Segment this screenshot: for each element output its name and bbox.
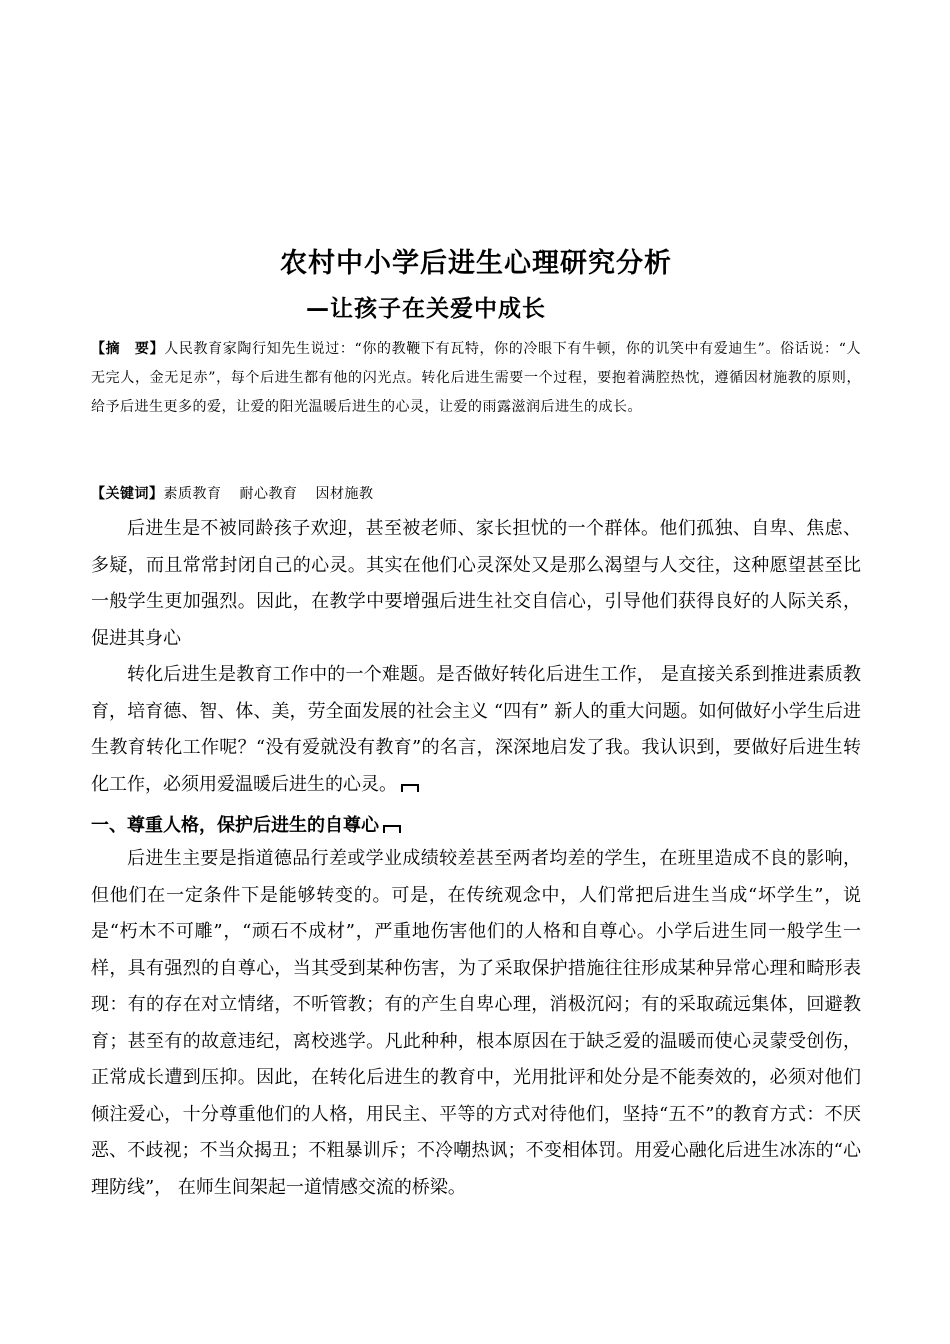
keyword-item: 素质教育 xyxy=(163,486,222,502)
abstract xyxy=(91,335,861,422)
abstract-text: 人民教育家陶行知先生说过：“你的教鞭下有瓦特，你的冷眼下有牛顿，你的讥笑中有爱迪生”。俗话说：“人无完人，金无足赤”，每个后进生都有他的闪光点。转化后进生需要一个过程，要抱着满腔热忱，遵循因材施教的原则，给予后进生更多的爱，让爱的阳光温暖后进生的心灵，让爱的雨露滋润后进生的成长。 xyxy=(91,341,861,415)
body-paragraph-2 xyxy=(91,657,861,803)
section-heading-text: 一、尊重人格，保护后进生的自尊心 xyxy=(91,815,379,836)
paragraph-text: 后进生主要是指道德品行差或学业成绩较差甚至两者均差的学生，在班里造成不良的影响，但他们在一定条件下是能够转变的。可是，在传统观念中，人们常把后进生当成“坏学生”，说是“朽木不可雕”，“顽石不成材”，严重地伤害他们的人格和自尊心。小学后进生同一般学生一样，具有强烈的自尊心，当其受到某种伤害，为了采取保护措施往往形成某种异常心理和畸形表现：有的存在对立情绪，不听管教；有的产生自卑心理，消极沉闷；有的采取疏远集体，回避教育；甚至有的故意违纪，离校逃学。凡此种种，根本原因在于缺乏爱的温暖而使心灵蒙受创伤，正常成长遭到压抑。因此，在转化后进生的教育中，光用批评和处分是不能奏效的，必须对他们倾注爱心，十分尊重他们的人格，用民主、平等的方式对待他们，坚持“五不”的教育方式：不厌恶、不歧视；不当众揭丑；不粗暴训斥；不冷嘲热讽；不变相体罚。用爱心融化后进生冰冻的“心理防线”， 在师生间架起一道情感交流的桥梁。 xyxy=(91,848,861,1198)
body-paragraph-1 xyxy=(91,511,861,657)
section-heading xyxy=(91,808,861,844)
keyword-item: 因材施教 xyxy=(315,486,374,502)
document-subtitle: —让孩子在关爱中成长 xyxy=(306,296,546,322)
keywords xyxy=(91,480,861,508)
edit-mark-icon xyxy=(401,784,419,792)
keyword-item: 耐心教育 xyxy=(239,486,298,502)
section-paragraph xyxy=(91,841,861,1206)
abstract-label: 【摘 要】 xyxy=(91,341,165,357)
edit-mark-icon xyxy=(383,825,401,833)
paragraph-text: 后进生是不被同龄孩子欢迎，甚至被老师、家长担忧的一个群体。他们孤独、自卑、焦虑、多疑，而且常常封闭自己的心灵。其实在他们心灵深处又是那么渴望与人交往，这种愿望甚至比一般学生更加强烈。因此，在教学中要增强后进生社交自信心，引导他们获得良好的人际关系，促进其身心 xyxy=(91,518,861,649)
paragraph-text: 转化后进生是教育工作中的一个难题。是否做好转化后进生工作， 是直接关系到推进素质教育，培育德、智、体、美，劳全面发展的社会主义 “四有” 新人的重大问题。如何做好小学生后进生教育转化工作呢？“没有爱就没有教育”的名言，深深地启发了我。我认识到，要做好后进生转化工作，必须用爱温暖后进生的心灵。 xyxy=(91,664,861,795)
keywords-label: 【关键词】 xyxy=(91,486,164,502)
document-title: 农村中小学后进生心理研究分析 xyxy=(280,248,672,279)
